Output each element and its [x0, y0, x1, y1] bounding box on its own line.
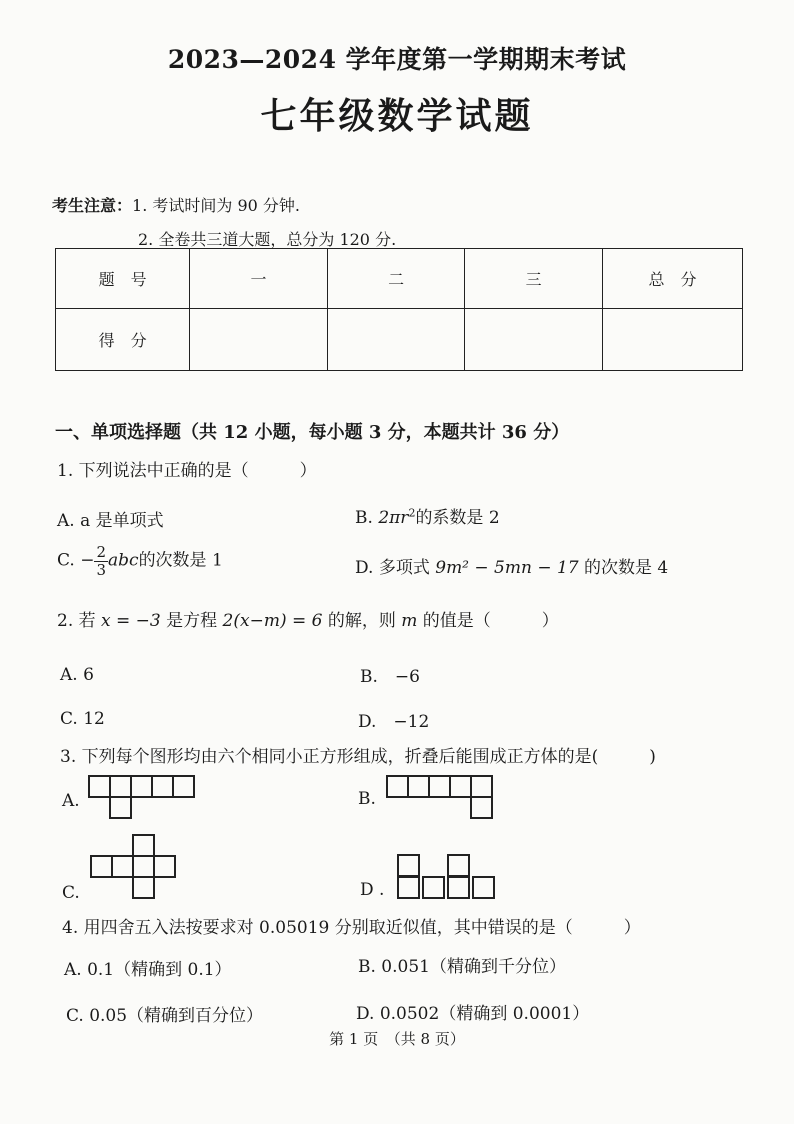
question-2-option-a: A. 6: [60, 665, 94, 685]
net-square: [88, 775, 111, 798]
question-4-option-b: B. 0.051（精确到千分位）: [358, 957, 566, 977]
question-4-option-a: A. 0.1（精确到 0.1）: [64, 960, 232, 980]
question-1-option-a: A. a 是单项式: [57, 511, 164, 531]
exam-title: 2023—2024 学年度第一学期期末考试: [167, 45, 627, 74]
q1-c-prefix: C.: [57, 550, 75, 571]
fraction-denominator: 3: [96, 560, 107, 579]
question-4-stem: 4. 用四舍五入法按要求对 0.05019 分别取近似值，其中错误的是（ ）: [62, 918, 641, 938]
net-square: [132, 876, 155, 899]
q2-stem-suffix: 的值是（ ）: [422, 611, 559, 631]
score-cell-total[interactable]: [602, 309, 742, 371]
net-square: [109, 775, 132, 798]
net-square: [109, 796, 132, 819]
q2-stem-prefix: 2. 若: [57, 611, 96, 631]
q2-stem-mid-2: 的解，则: [327, 611, 396, 631]
q1-c-minus: −: [80, 550, 95, 571]
q1-d-math: 9m² − 5mn − 17: [435, 558, 579, 578]
net-square: [130, 775, 153, 798]
net-square: [111, 855, 134, 878]
net-square: [470, 775, 493, 798]
question-3-stem: 3. 下列每个图形均由六个相同小正方形组成，折叠后能围成正方体的是( ): [60, 747, 656, 767]
exam-subtitle: 七年级数学试题: [260, 95, 534, 137]
q1-d-prefix: D. 多项式: [355, 558, 430, 578]
net-square: [472, 876, 495, 899]
question-2-option-c: C. 12: [60, 709, 105, 729]
score-header-section-1: 一: [190, 249, 328, 309]
question-3-option-d-label: D .: [360, 880, 385, 900]
score-cell-1[interactable]: [190, 309, 328, 371]
net-square: [422, 876, 445, 899]
question-4-option-c: C. 0.05（精确到百分位）: [66, 1006, 264, 1026]
notice-label: 考生注意：: [52, 196, 133, 215]
net-square: [153, 855, 176, 878]
question-1-stem: 1. 下列说法中正确的是（ ）: [57, 461, 317, 481]
question-2-option-d: D. −12: [358, 712, 430, 732]
q2-stem-math-1: x = −3: [101, 611, 161, 631]
question-3-option-c-label: C.: [62, 883, 80, 903]
question-3-option-b-label: B.: [358, 789, 376, 809]
net-square: [397, 876, 420, 899]
question-2-option-b: B. −6: [360, 667, 420, 687]
q2-stem-math-2: 2(x−m) = 6: [222, 611, 323, 631]
net-square: [447, 876, 470, 899]
notice-line-1: [52, 193, 300, 216]
score-cell-3[interactable]: [465, 309, 603, 371]
net-square: [151, 775, 174, 798]
question-1-option-b: [355, 503, 500, 528]
q1-c-suffix: 的次数是 1: [138, 550, 223, 571]
score-row-label: 得 分: [56, 309, 190, 371]
q1-c-fraction: [94, 544, 108, 578]
q1-d-suffix: 的次数是 4: [584, 558, 669, 578]
score-header-section-3: 三: [465, 249, 603, 309]
question-2-stem: [57, 606, 559, 631]
net-square: [449, 775, 472, 798]
net-square: [386, 775, 409, 798]
question-1-option-c: [57, 544, 223, 578]
section-heading: 一、单项选择题（共 12 小题，每小题 3 分，本题共计 36 分）: [55, 422, 570, 443]
score-header-section-2: 二: [327, 249, 465, 309]
score-cell-2[interactable]: [327, 309, 465, 371]
score-header-total: 总 分: [602, 249, 742, 309]
q2-stem-mid: 是方程: [166, 611, 218, 631]
page-footer: 第 1 页 （共 8 页）: [329, 1030, 465, 1048]
q1-b-sup: 2: [408, 506, 416, 520]
score-table: [55, 248, 743, 371]
question-3-option-a-label: A.: [62, 791, 80, 811]
q1-b-math: 2πr: [378, 508, 409, 528]
net-square: [470, 796, 493, 819]
net-square: [90, 855, 113, 878]
fraction-numerator: 2: [96, 543, 107, 561]
q2-stem-math-3: m: [401, 611, 418, 631]
notice-item-2: 2. 全卷共三道大题，总分为 120 分.: [138, 230, 397, 249]
net-square: [397, 854, 420, 877]
q1-b-prefix: B.: [355, 508, 373, 528]
question-4-option-d: D. 0.0502（精确到 0.0001）: [356, 1004, 590, 1024]
net-square: [132, 834, 155, 857]
net-square: [428, 775, 451, 798]
q1-b-suffix: 的系数是 2: [415, 508, 500, 528]
net-square: [407, 775, 430, 798]
net-square: [172, 775, 195, 798]
net-square: [447, 854, 470, 877]
net-square: [132, 855, 155, 878]
question-1-option-d: [355, 553, 668, 578]
score-header-label: 题 号: [56, 249, 190, 309]
notice-item-1: 1. 考试时间为 90 分钟.: [132, 196, 300, 215]
q1-c-math: abc: [108, 550, 139, 571]
